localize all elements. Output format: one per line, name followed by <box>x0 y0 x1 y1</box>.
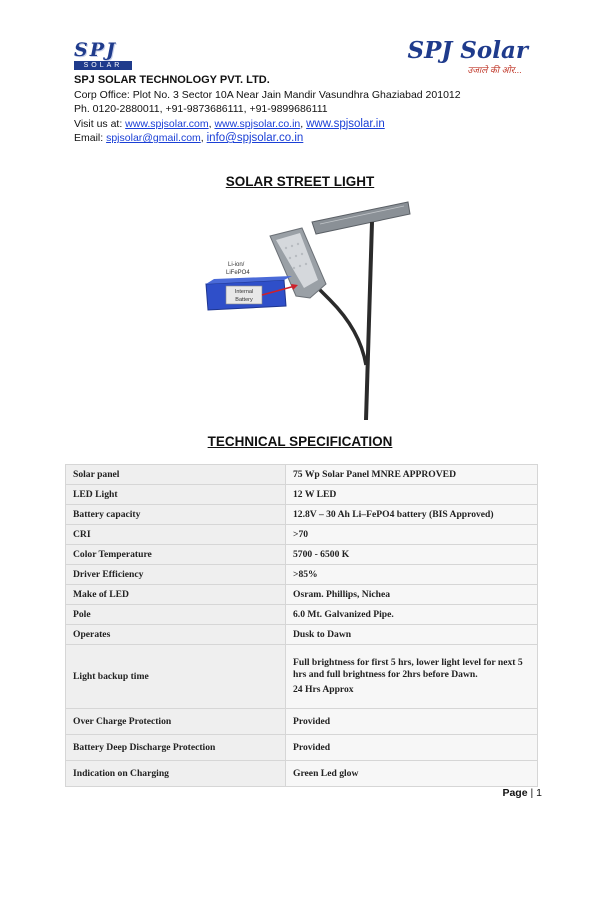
spec-label: Battery capacity <box>66 505 286 525</box>
company-address: Corp Office: Plot No. 3 Sector 10A Near Jain Mandir Vasundhra Ghaziabad 201012 <box>74 88 461 101</box>
page-title: SOLAR STREET LIGHT <box>225 174 375 189</box>
battery-label-line2: Battery <box>235 297 253 303</box>
table-row <box>66 545 538 565</box>
spec-label: CRI <box>66 525 286 545</box>
table-row <box>66 645 538 709</box>
table-row <box>66 465 538 485</box>
spec-value: 12.8V – 30 Ah Li–FePO4 battery (BIS Approved) <box>286 505 538 525</box>
spj-solar-logo-right <box>407 38 528 76</box>
page-sep: | <box>530 787 534 799</box>
spec-value: Green Led glow <box>286 761 538 787</box>
solar-panel-shape <box>312 202 410 234</box>
spec-label: Battery Deep Discharge Protection <box>66 735 286 761</box>
logo-left-brand: SPJ <box>74 39 117 61</box>
pole-shape <box>366 222 372 420</box>
email-link-gmail[interactable]: spjsolar@gmail.com <box>106 132 201 144</box>
email-link-info[interactable]: info@spjsolar.co.in <box>206 132 304 144</box>
spec-value: 5700 - 6500 K <box>286 545 538 565</box>
visit-label: Visit us at: <box>74 117 126 130</box>
spec-value-line2: 24 Hrs Approx <box>293 684 354 695</box>
spec-label: Light backup time <box>66 645 286 709</box>
company-websites: Visit us at: www.spjsolar.com, www.spjsolar.co.in, www.spjsolar.in <box>74 117 385 130</box>
website-link-in[interactable]: www.spjsolar.in <box>306 117 385 130</box>
table-row <box>66 625 538 645</box>
company-name: SPJ SOLAR TECHNOLOGY PVT. LTD. <box>74 74 270 86</box>
page-label: Page <box>502 787 528 799</box>
email-label: Email: <box>74 132 107 144</box>
battery-label-line1: Internal <box>234 289 254 295</box>
logo-left-sub: SOLAR <box>74 61 132 70</box>
website-link-coin[interactable]: www.spjsolar.co.in <box>214 117 301 130</box>
spec-label: Make of LED <box>66 585 286 605</box>
spec-value: >70 <box>286 525 538 545</box>
spec-table <box>65 464 538 787</box>
table-row <box>66 761 538 787</box>
page-num: 1 <box>536 787 542 799</box>
spec-label: Solar panel <box>66 465 286 485</box>
spec-label: Indication on Charging <box>66 761 286 787</box>
table-row <box>66 505 538 525</box>
company-info <box>74 73 461 146</box>
spec-label: Color Temperature <box>66 545 286 565</box>
spec-value: 75 Wp Solar Panel MNRE APPROVED <box>286 465 538 485</box>
table-row <box>66 735 538 761</box>
spec-label: Over Charge Protection <box>66 709 286 735</box>
spec-value-line1: Full brightness for first 5 hrs, lower light level for next 5 hrs and full brightness for 2hrs before Dawn. <box>293 657 523 680</box>
table-row <box>66 709 538 735</box>
table-row <box>66 525 538 545</box>
spec-value: Osram. Phillips, Nichea <box>286 585 538 605</box>
spec-value: Dusk to Dawn <box>286 625 538 645</box>
table-row <box>66 585 538 605</box>
battery-type-line1: Li-ion/ <box>228 262 245 268</box>
page-number <box>502 787 542 799</box>
logo-right-tagline: उजाले की ओर... <box>467 65 522 75</box>
spec-label: Operates <box>66 625 286 645</box>
table-row <box>66 565 538 585</box>
spec-value: Provided <box>286 735 538 761</box>
table-row <box>66 605 538 625</box>
spec-label: Driver Efficiency <box>66 565 286 585</box>
battery-type-line2: LiFePO4 <box>226 270 250 276</box>
street-light-image <box>200 200 415 420</box>
spec-value: Provided <box>286 709 538 735</box>
spec-value <box>286 645 538 709</box>
spec-title: TECHNICAL SPECIFICATION <box>207 434 393 449</box>
spec-value: 12 W LED <box>286 485 538 505</box>
spec-value: 6.0 Mt. Galvanized Pipe. <box>286 605 538 625</box>
spj-logo-left <box>74 40 132 70</box>
logo-right-brand: SPJ Solar <box>407 37 528 64</box>
spec-label: LED Light <box>66 485 286 505</box>
spec-value: >85% <box>286 565 538 585</box>
company-phone: Ph. 0120-2880011, +91-9873686111, +91-9899686111 <box>74 103 328 115</box>
spec-label: Pole <box>66 605 286 625</box>
company-emails: Email: spjsolar@gmail.com, info@spjsolar.co.in <box>74 132 304 144</box>
table-row <box>66 485 538 505</box>
website-link-com[interactable]: www.spjsolar.com <box>125 117 209 130</box>
